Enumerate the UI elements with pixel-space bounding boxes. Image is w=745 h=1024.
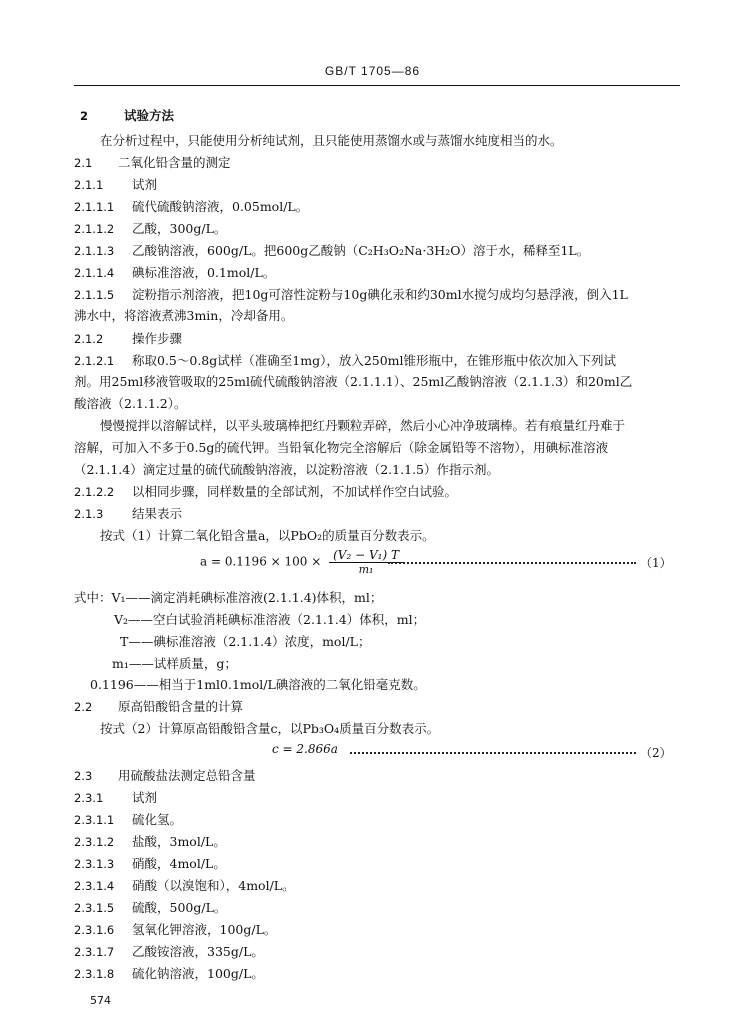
variable-definition: m₁——试样质量，g； bbox=[112, 656, 237, 671]
variable-definition: T——碘标准溶液（2.1.1.4）浓度，mol/L； bbox=[120, 634, 371, 649]
section-heading-2-3: 2.3 用硫酸盐法测定总铅含量 bbox=[74, 768, 256, 783]
list-item: 2.1.1.4 碘标准溶液，0.1mol/L。 bbox=[74, 265, 276, 280]
paragraph-line: 慢慢搅拌以溶解试样，以平头玻璃棒把红丹颗粒弄碎，然后小心冲净玻璃棒。若有痕量红丹难于 bbox=[100, 418, 626, 433]
page-number: 574 bbox=[90, 994, 111, 1007]
section-heading-2: 2 试验方法 bbox=[80, 108, 175, 123]
paragraph-line: 按式（1）计算二氧化铅含量a，以PbO₂的质量百分数表示。 bbox=[100, 528, 435, 543]
paragraph-line: 沸水中，将溶液煮沸3min，冷却备用。 bbox=[74, 308, 294, 323]
paragraph-line: 剂。用25ml移液管吸取的25ml硫代硫酸钠溶液（2.1.1.1）、25ml乙酸钠溶液（2.1.1.3）和20ml乙 bbox=[74, 374, 633, 389]
list-item: 2.3.1.7 乙酸铵溶液，335g/L。 bbox=[74, 944, 264, 959]
standard-header: GB/T 1705—86 bbox=[324, 64, 421, 78]
list-item: 2.1.1.2 乙酸，300g/L。 bbox=[74, 221, 227, 236]
section-heading-2-1: 2.1 二氧化铅含量的测定 bbox=[74, 155, 231, 170]
list-item: 2.3.1.3 硝酸，4mol/L。 bbox=[74, 856, 226, 871]
list-item: 2.1.1.5 淀粉指示剂溶液，把10g可溶性淀粉与10g碘化汞和约30ml水搅匀成均匀悬浮液，倒入1L bbox=[74, 287, 628, 302]
variable-definition: 0.1196——相当于1ml0.1mol/L碘溶液的二氧化铅毫克数。 bbox=[90, 677, 426, 692]
formula-1 bbox=[200, 548, 407, 576]
list-item: 2.3.1.1 硫化氢。 bbox=[74, 812, 183, 827]
section-heading-2-1-3: 2.1.3 结果表示 bbox=[74, 506, 183, 521]
leader-dots bbox=[388, 562, 636, 564]
header-rule bbox=[74, 85, 680, 86]
list-item: 2.1.2.2 以相同步骤，同样数量的全部试剂，不加试样作空白试验。 bbox=[74, 484, 458, 499]
formula-1-denominator: m₁ bbox=[358, 563, 374, 576]
section-heading-2-1-1: 2.1.1 试剂 bbox=[74, 177, 158, 192]
list-item: 2.3.1.2 盐酸，3mol/L。 bbox=[74, 834, 226, 849]
formula-1-numerator: (V₂ − V₁) T bbox=[329, 548, 403, 563]
list-item: 2.1.1.3 乙酸钠溶液，600g/L。把600g乙酸钠（C₂H₃O₂Na·3H₂O）溶于水，稀释至1L。 bbox=[74, 243, 590, 258]
equation-number-2: （2） bbox=[640, 746, 672, 760]
list-item: 2.1.1.1 硫代硫酸钠溶液，0.05mol/L。 bbox=[74, 199, 309, 214]
section-heading-2-2: 2.2 原高铅酸铅含量的计算 bbox=[74, 699, 244, 714]
list-item: 2.3.1.5 硫酸，500g/L。 bbox=[74, 900, 227, 915]
formula-1-lhs: a = 0.1196 × 100 × bbox=[200, 554, 322, 569]
variable-definition: V₂——空白试验消耗碘标准溶液（2.1.1.4）体积，ml； bbox=[114, 612, 426, 627]
section-heading-2-3-1: 2.3.1 试剂 bbox=[74, 790, 158, 805]
formula-2: c = 2.866a bbox=[272, 742, 338, 756]
equation-number-1: （1） bbox=[640, 556, 672, 570]
list-item: 2.3.1.8 硫化钠溶液，100g/L。 bbox=[74, 966, 264, 981]
paragraph-line: 溶解，可加入不多于0.5g的硫代钾。当铅氧化物完全溶解后（除金属铅等不溶物），用碘标准溶液 bbox=[74, 440, 609, 455]
leader-dots bbox=[350, 752, 636, 754]
list-item: 2.3.1.4 硝酸（以溴饱和），4mol/L。 bbox=[74, 878, 295, 893]
paragraph-line: 在分析过程中，只能使用分析纯试剂，且只能使用蒸馏水或与蒸馏水纯度相当的水。 bbox=[100, 133, 563, 148]
list-item: 2.1.2.1 称取0.5～0.8g试样（准确至1mg），放入250ml锥形瓶中，在锥形瓶中依次加入下列试 bbox=[74, 353, 617, 368]
section-heading-2-1-2: 2.1.2 操作步骤 bbox=[74, 331, 183, 346]
variable-definition: 式中：V₁——滴定消耗碘标准溶液(2.1.1.4)体积，ml； bbox=[74, 590, 383, 605]
list-item: 2.3.1.6 氢氧化钾溶液，100g/L。 bbox=[74, 922, 277, 937]
paragraph-line: 酸溶液（2.1.1.2）。 bbox=[74, 396, 187, 411]
paragraph-line: （2.1.1.4）滴定过量的硫代硫酸钠溶液，以淀粉溶液（2.1.1.5）作指示剂。 bbox=[74, 462, 499, 477]
paragraph-line: 按式（2）计算原高铅酸铅含量c，以Pb₃O₄质量百分数表示。 bbox=[100, 721, 440, 736]
